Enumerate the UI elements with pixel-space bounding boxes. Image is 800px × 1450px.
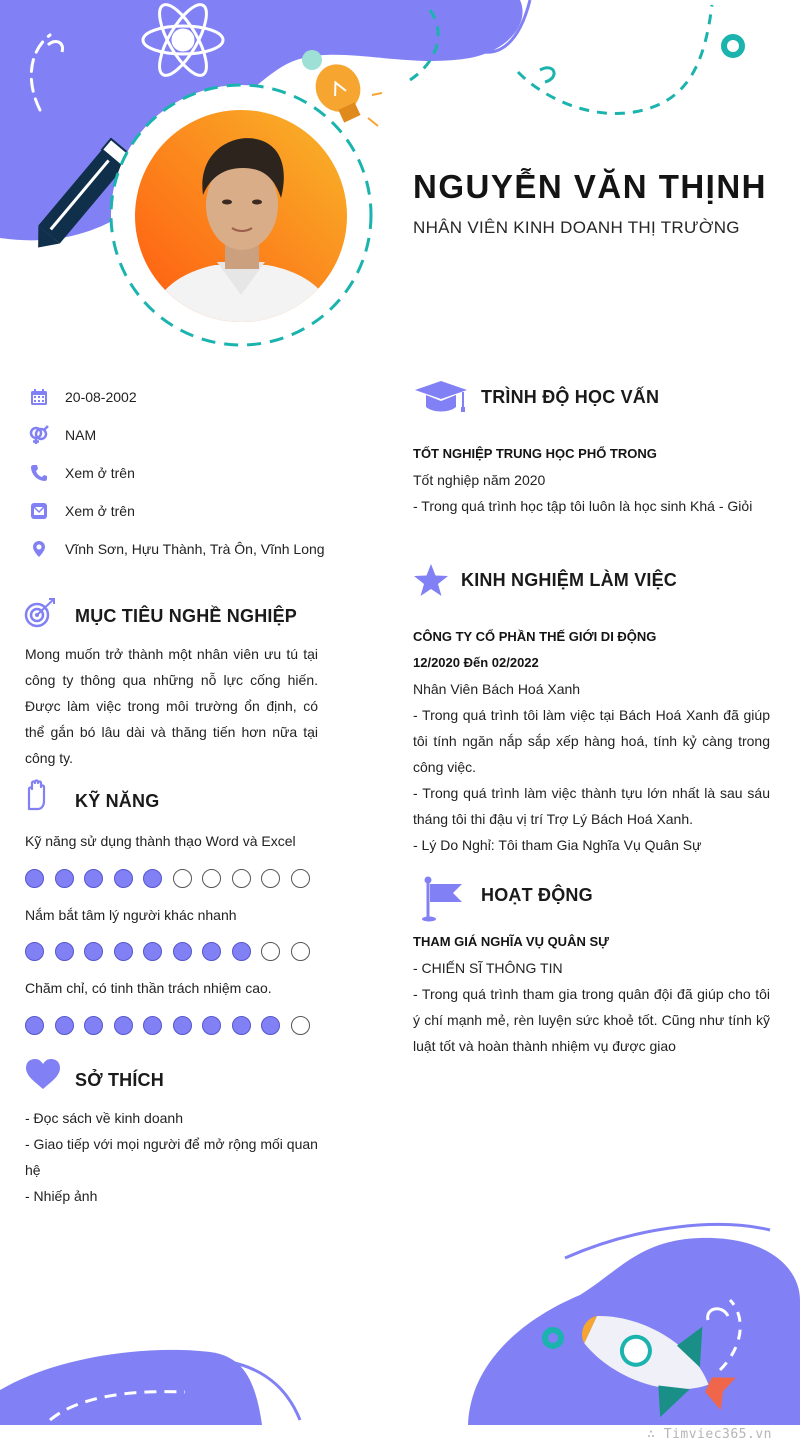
rating-dot-empty <box>261 942 280 961</box>
rating-dot-filled <box>173 1016 192 1035</box>
education-content <box>413 441 770 519</box>
experience-detail: - Trong quá trình tôi làm việc tại Bách Hoá Xanh đã giúp tôi tính ngăn nắp sắp xếp hàng hoá, tính kỷ càng trong công việc. <box>413 707 770 775</box>
avatar <box>135 110 347 322</box>
contact-gender <box>28 423 96 447</box>
rating-dot-filled <box>114 1016 133 1035</box>
heart-icon <box>25 1058 61 1095</box>
skill-rating <box>25 869 320 888</box>
contact-birthdate <box>28 385 137 409</box>
rating-dot-filled <box>232 1016 251 1035</box>
rating-dot-filled <box>202 1016 221 1035</box>
contact-address <box>28 537 325 561</box>
education-year: Tốt nghiệp năm 2020 <box>413 472 546 488</box>
rating-dot-filled <box>84 869 103 888</box>
activity-role: - CHIẾN SĨ THÔNG TIN <box>413 960 563 976</box>
rating-dot-empty <box>202 869 221 888</box>
contact-phone <box>28 461 135 485</box>
education-school: TỐT NGHIỆP TRUNG HỌC PHỔ TRONG <box>413 446 657 461</box>
rating-dot-filled <box>55 1016 74 1035</box>
skill-label: Chăm chỉ, có tinh thần trách nhiệm cao. <box>25 980 272 996</box>
contact-value: Xem ở trên <box>65 503 135 519</box>
rating-dot-filled <box>55 869 74 888</box>
list-item: - Đọc sách về kinh doanh <box>25 1110 183 1126</box>
contact-value: Xem ở trên <box>65 465 135 481</box>
skill-rating <box>25 942 320 961</box>
rating-dot-filled <box>114 869 133 888</box>
section-title-experience: KINH NGHIỆM LÀM VIỆC <box>461 570 678 590</box>
target-icon <box>24 596 58 635</box>
gender-icon <box>28 424 50 446</box>
list-item: - Giao tiếp với mọi người để mở rộng mối quan hệ <box>25 1136 318 1178</box>
location-icon <box>28 538 50 560</box>
education-note: - Trong quá trình học tập tôi luôn là học sinh Khá - Giỏi <box>413 498 753 514</box>
skill-rating <box>25 1016 320 1035</box>
rating-dot-filled <box>143 1016 162 1035</box>
section-title-hobbies: SỞ THÍCH <box>75 1070 164 1090</box>
rating-dot-empty <box>173 869 192 888</box>
hand-icon <box>24 779 48 816</box>
section-title-skills: KỸ NĂNG <box>75 791 160 811</box>
rating-dot-filled <box>173 942 192 961</box>
rating-dot-filled <box>114 942 133 961</box>
activity-name: THAM GIÁ NGHĨA VỤ QUÂN SỰ <box>413 934 609 949</box>
experience-position: Nhân Viên Bách Hoá Xanh <box>413 681 581 697</box>
phone-icon <box>28 462 50 484</box>
list-item: - Nhiếp ảnh <box>25 1188 98 1204</box>
experience-period: 12/2020 Đến 02/2022 <box>413 655 539 670</box>
rating-dot-empty <box>291 869 310 888</box>
rating-dot-filled <box>202 942 221 961</box>
section-title-activities: HOẠT ĐỘNG <box>481 885 593 905</box>
experience-company: CÔNG TY CỔ PHẦN THẾ GIỚI DI ĐỘNG <box>413 629 657 644</box>
rating-dot-filled <box>25 869 44 888</box>
rating-dot-empty <box>232 869 251 888</box>
flag-icon <box>422 876 464 927</box>
experience-content <box>413 624 770 858</box>
rating-dot-empty <box>261 869 280 888</box>
contact-value: NAM <box>65 427 97 443</box>
rating-dot-empty <box>291 1016 310 1035</box>
activities-content <box>413 929 770 1059</box>
graduation-cap-icon <box>413 380 469 419</box>
rating-dot-filled <box>25 1016 44 1035</box>
rating-dot-filled <box>232 942 251 961</box>
hobbies-list <box>25 1105 325 1209</box>
skill-label: Nắm bắt tâm lý người khác nhanh <box>25 907 237 923</box>
section-title-education: TRÌNH ĐỘ HỌC VẤN <box>481 387 660 407</box>
rating-dot-filled <box>25 942 44 961</box>
contact-value: Vĩnh Sơn, Hựu Thành, Trà Ôn, Vĩnh Long <box>65 541 325 557</box>
star-icon <box>413 563 449 602</box>
section-title-objective: MỤC TIÊU NGHỀ NGHIỆP <box>75 606 298 626</box>
rating-dot-filled <box>261 1016 280 1035</box>
rating-dot-filled <box>143 869 162 888</box>
experience-detail: - Lý Do Nghỉ: Tôi tham Gia Nghĩa Vụ Quân Sự <box>413 837 702 853</box>
activity-detail: - Trong quá trình tham gia trong quân đội đã giúp cho tôi ý chí mạnh mẻ, rèn luyện sức khoẻ tốt. Cũng như tính kỹ luật tốt và hoàn thành nhiệm vụ được giao <box>413 986 770 1054</box>
skill-label: Kỹ năng sử dụng thành thạo Word và Excel <box>25 833 296 849</box>
rating-dot-filled <box>84 1016 103 1035</box>
email-icon <box>28 500 50 522</box>
objective-text: Mong muốn trở thành một nhân viên ưu tú tại công ty thông qua những nỗ lực cống hiến. Được làm việc trong môi trường ổn định, có thể gắn bó lâu dài và thăng tiến hơn nữa tại công ty. <box>25 646 318 766</box>
job-title: NHÂN VIÊN KINH DOANH THỊ TRƯỜNG <box>413 218 740 237</box>
watermark: ∴ Timviec365.vn <box>647 1427 772 1442</box>
rating-dot-empty <box>291 942 310 961</box>
contact-value: 20-08-2002 <box>65 389 137 405</box>
experience-detail: - Trong quá trình làm việc thành tựu lớn nhất là sau sáu tháng tôi thi đậu vị trí Trợ Lý Bách Hoá Xanh. <box>413 785 770 827</box>
rating-dot-filled <box>143 942 162 961</box>
rating-dot-filled <box>55 942 74 961</box>
contact-email <box>28 499 135 523</box>
rating-dot-filled <box>84 942 103 961</box>
calendar-icon <box>28 386 50 408</box>
candidate-name: NGUYỄN VĂN THỊNH <box>413 168 768 205</box>
